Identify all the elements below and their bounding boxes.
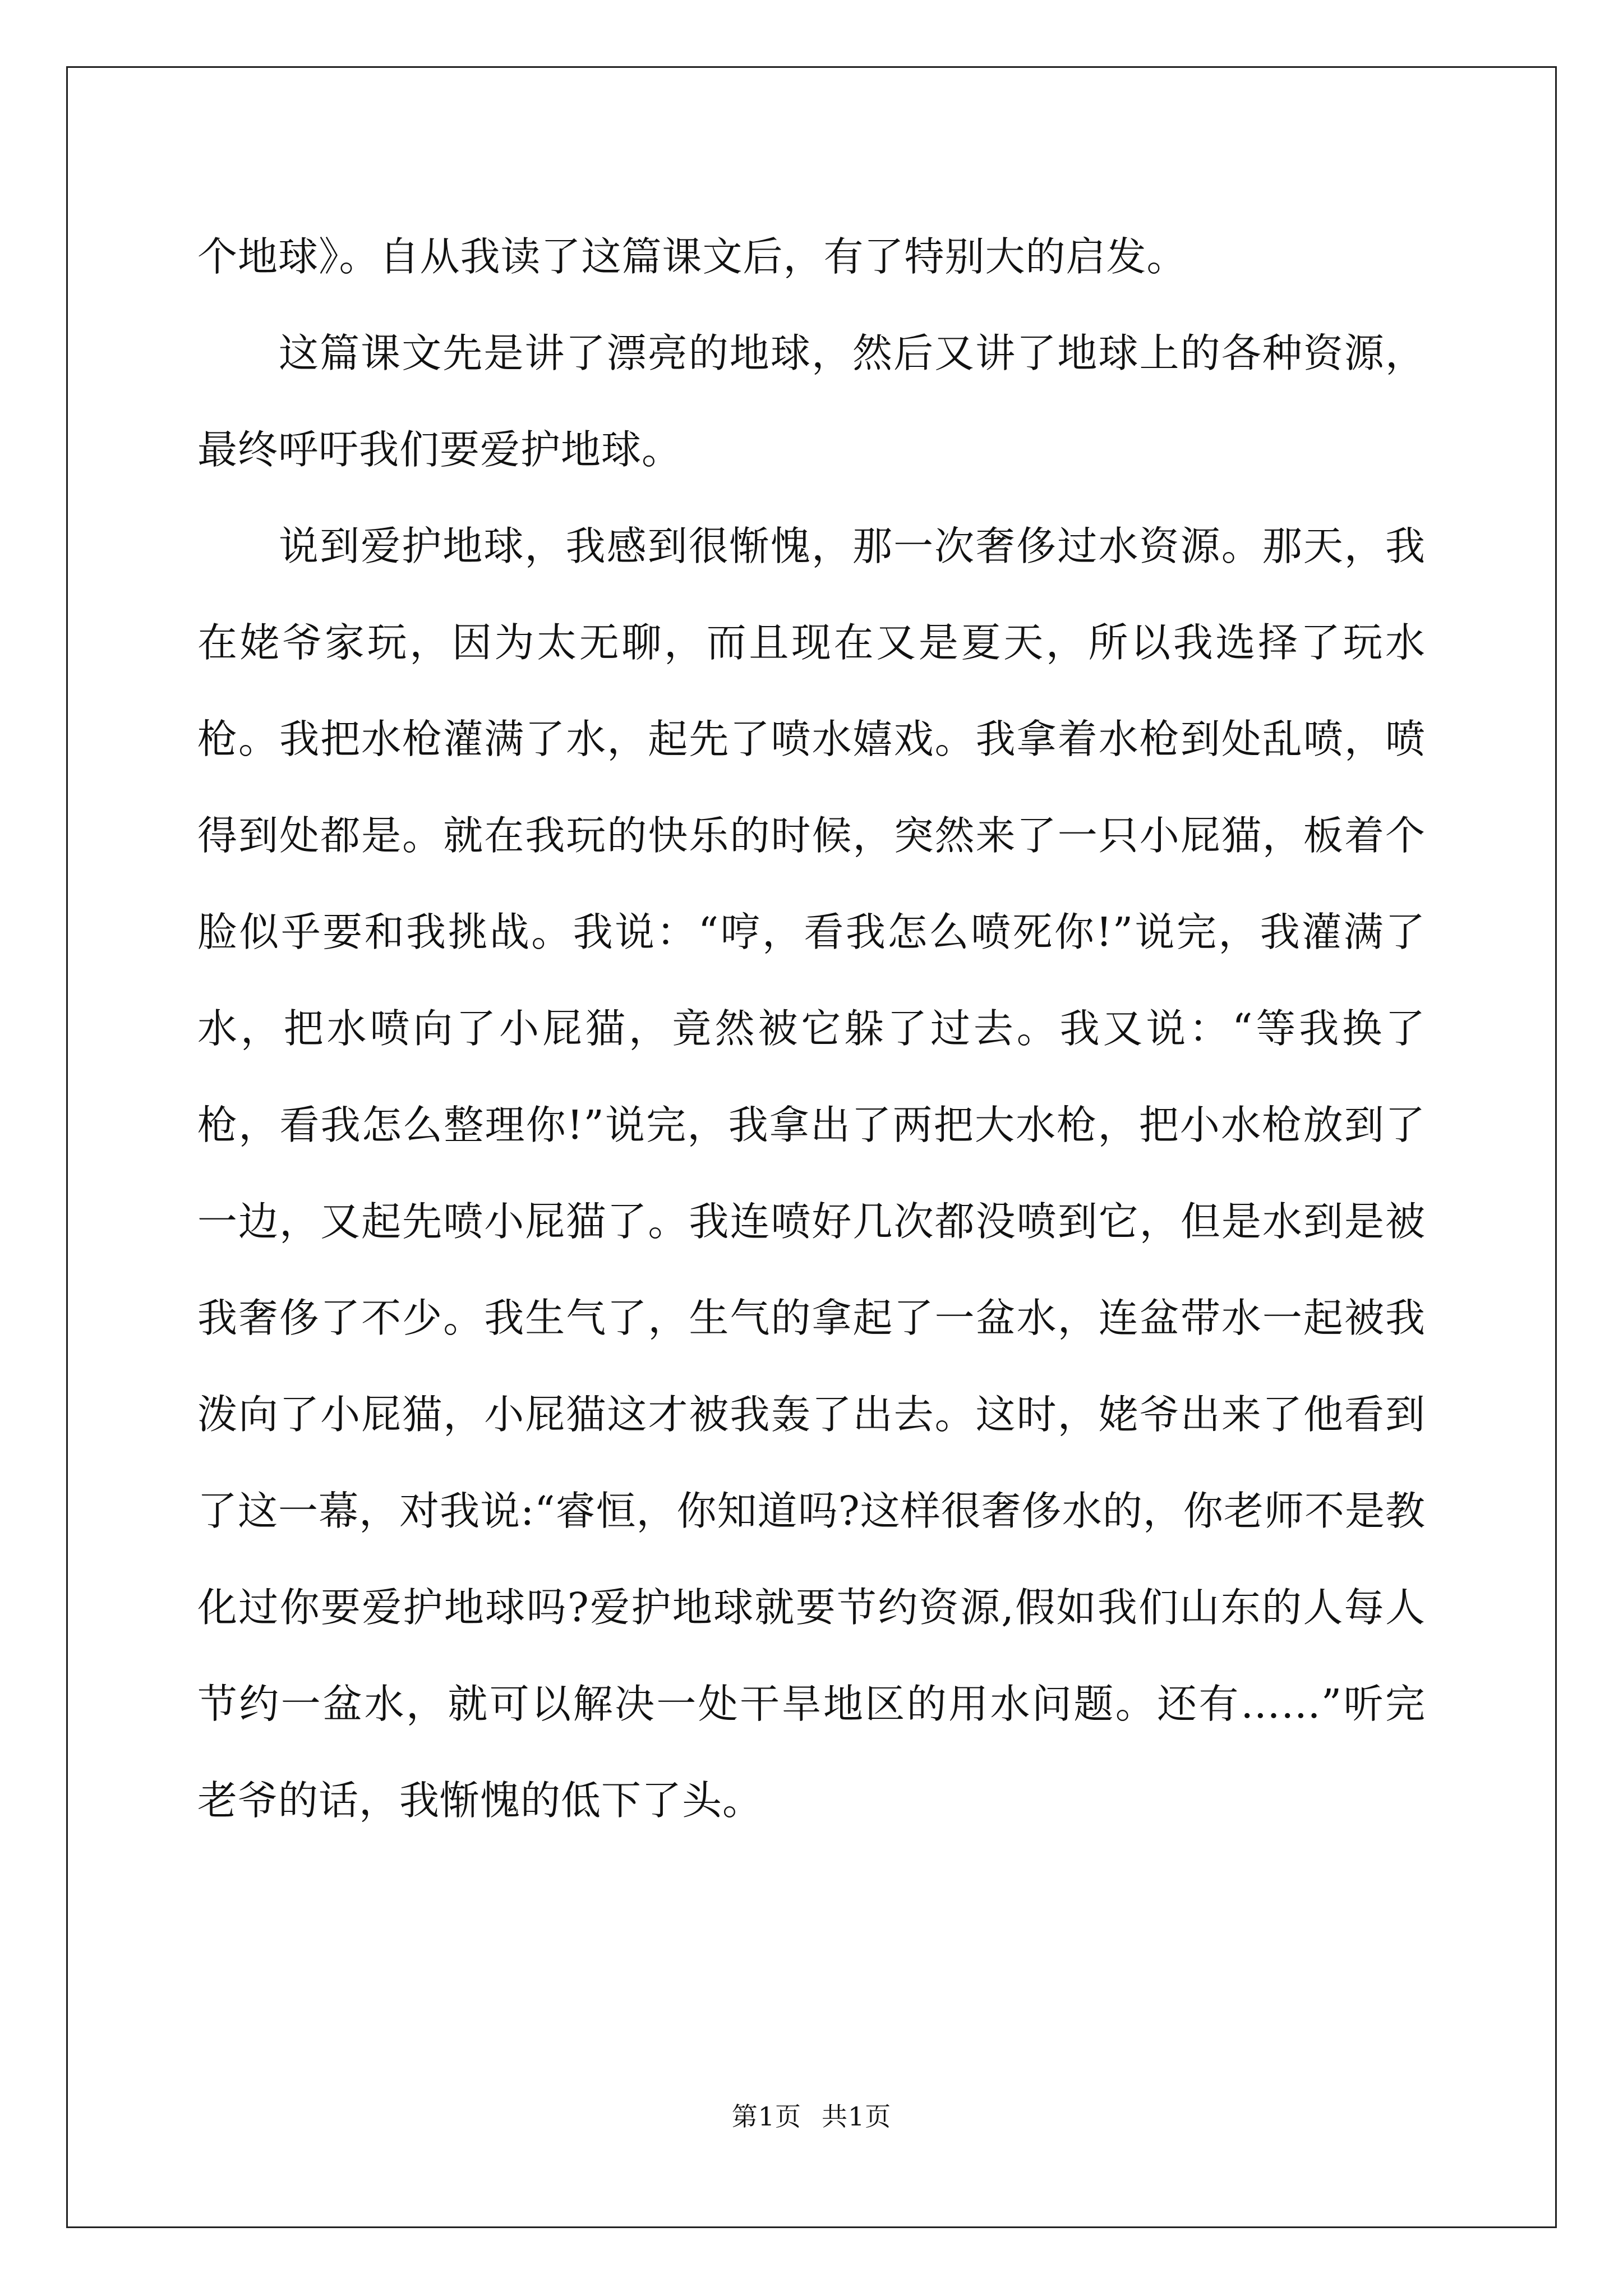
page-number: 第1页 xyxy=(731,2101,801,2132)
document-body xyxy=(197,209,1426,1849)
page-footer xyxy=(0,2100,1623,2133)
paragraph-3: 说到爱护地球，我感到很惭愧，那一次奢侈过水资源。那天，我在姥爷家玩，因为太无聊，而且现在又是夏天，所以我选择了玩水枪。我把水枪灌满了水，起先了喷水嬉戏。我拿着水枪到处乱喷，喷得到处都是。就在我玩的快乐的时候，突然来了一只小屁猫，板着个脸似乎要和我挑战。我说：“哼，看我怎么喷死你!”说完，我灌满了水，把水喷向了小屁猫，竟然被它躲了过去。我又说：“等我换了枪，看我怎么整理你!”说完，我拿出了两把大水枪，把小水枪放到了一边，又起先喷小屁猫了。我连喷好几次都没喷到它，但是水到是被我奢侈了不少。我生气了，生气的拿起了一盆水，连盆带水一起被我泼向了小屁猫，小屁猫这才被我轰了出去。这时，姥爷出来了他看到了这一幕，对我说:“睿恒，你知道吗?这样很奢侈水的，你老师不是教化过你要爱护地球吗?爱护地球就要节约资源,假如我们山东的人每人节约一盆水，就可以解决一处干旱地区的用水问题。还有……”听完老爷的话，我惭愧的低下了头。 xyxy=(197,523,1426,1824)
paragraph-1: 个地球》。自从我读了这篇课文后，有了特别大的启发。 xyxy=(197,233,1187,280)
page-total: 共1页 xyxy=(822,2101,892,2132)
paragraph-2: 这篇课文先是讲了漂亮的地球，然后又讲了地球上的各种资源，最终呼吁我们要爱护地球。 xyxy=(197,330,1426,473)
